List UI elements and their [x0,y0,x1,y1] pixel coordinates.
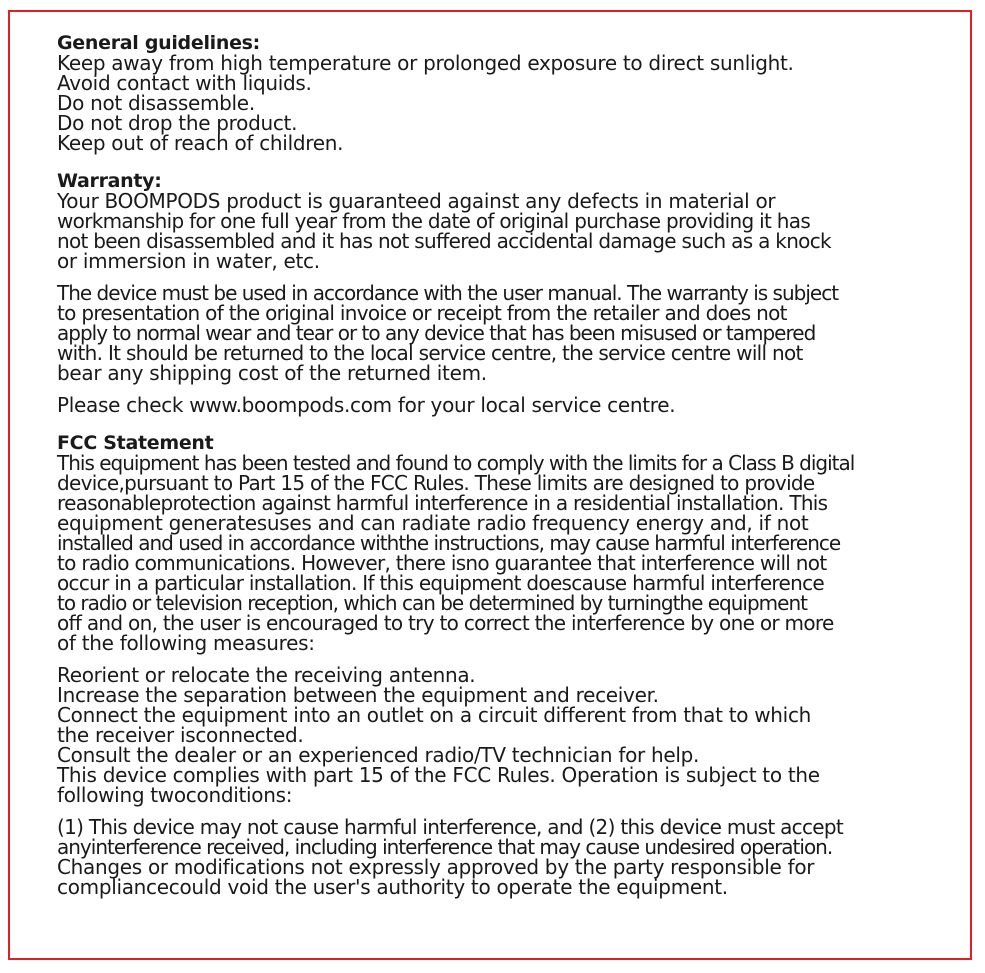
fcc-line: installed and used in accordance withthe instructions, may cause harmful interference [57,531,841,555]
fcc-condition-line: anyinterference received, including interference that may cause undesired operation. [57,835,833,859]
guideline-line: Avoid contact with liquids. [57,71,312,95]
fcc-statement-section [57,433,937,897]
general-guidelines-section [57,33,937,153]
fcc-line: of the following measures: [57,631,315,655]
fcc-line: reasonableprotection against harmful interference in a residential installation. This [57,491,828,515]
fcc-condition-line: Changes or modifications not expressly approved by the party responsible for [57,855,815,879]
fcc-measure-line: Connect the equipment into an outlet on a circuit different from that to which [57,703,812,727]
warranty-line: workmanship for one full year from the date of original purchase providing it has [57,209,811,233]
fcc-measure-line: This device complies with part 15 of the FCC Rules. Operation is subject to the [57,763,820,787]
warranty-terms-line: with. It should be returned to the local service centre, the service centre will not [57,341,803,365]
fcc-condition-line: compliancecould void the user's authority to operate the equipment. [57,875,728,899]
warranty-section [57,171,937,415]
warranty-line: or immersion in water, etc. [57,249,320,273]
warranty-heading: Warranty: [57,170,162,192]
guideline-line: Keep out of reach of children. [57,131,344,155]
guideline-line: Do not drop the product. [57,111,298,135]
guideline-line: Do not disassemble. [57,91,255,115]
warranty-terms-line: The device must be used in accordance with the user manual. The warranty is subject [57,281,839,305]
fcc-line: device,pursuant to Part 15 of the FCC Rules. These limits are designed to provide [57,471,815,495]
warranty-line: not been disassembled and it has not suffered accidental damage such as a knock [57,229,831,253]
fcc-condition-line: (1) This device may not cause harmful interference, and (2) this device must accept [57,815,844,839]
general-guidelines-heading: General guidelines: [57,32,260,54]
fcc-line: occur in a particular installation. If this equipment doescause harmful interference [57,571,825,595]
fcc-line: This equipment has been tested and found to comply with the limits for a Class B digital [57,451,855,475]
service-centre-note: Please check www.boompods.com for your local service centre. [57,393,676,417]
fcc-measure-line: Increase the separation between the equipment and receiver. [57,683,659,707]
warranty-terms-line: apply to normal wear and tear or to any device that has been misused or tampered [57,321,816,345]
fcc-statement-heading: FCC Statement [57,432,214,454]
guideline-line: Keep away from high temperature or prolonged exposure to direct sunlight. [57,51,794,75]
document-content [57,33,937,897]
fcc-measure-line: following twoconditions: [57,783,293,807]
fcc-measure-line: the receiver isconnected. [57,723,304,747]
fcc-line: to radio communications. However, there isno guarantee that interference will not [57,551,827,575]
fcc-line: equipment generatesuses and can radiate radio frequency energy and, if not [57,511,809,535]
fcc-line: off and on, the user is encouraged to try to correct the interference by one or more [57,611,834,635]
fcc-measure-line: Reorient or relocate the receiving antenna. [57,663,476,687]
fcc-line: to radio or television reception, which can be determined by turningthe equipment [57,591,807,615]
warranty-terms-line: to presentation of the original invoice or receipt from the retailer and does not [57,301,787,325]
warranty-line: Your BOOMPODS product is guaranteed against any defects in material or [57,189,776,213]
fcc-measure-line: Consult the dealer or an experienced radio/TV technician for help. [57,743,700,767]
warranty-terms-line: bear any shipping cost of the returned item. [57,361,487,385]
